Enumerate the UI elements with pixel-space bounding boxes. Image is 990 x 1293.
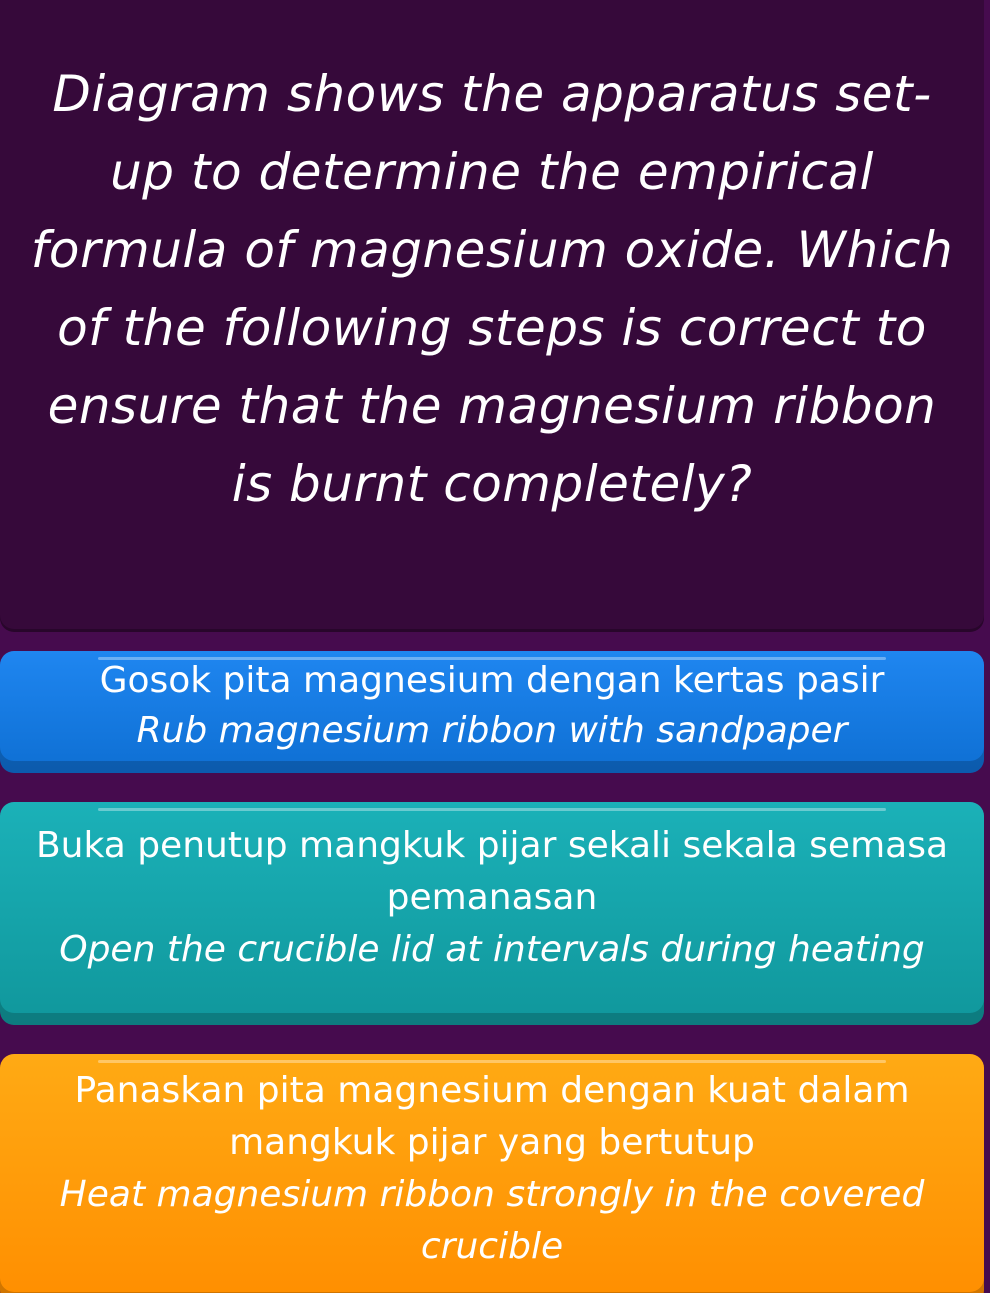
answer-option-english: Heat magnesium ribbon strongly in the covered crucible [59,1174,925,1267]
answer-option-english: Open the crucible lid at intervals during heating [59,928,925,970]
answer-option-3[interactable] [0,1054,984,1293]
answer-option-2[interactable] [0,802,984,1025]
question-card [0,0,984,632]
answer-option-malay: Panaskan pita magnesium dengan kuat dalam mangkuk pijar yang bertutup [74,1070,910,1163]
answer-option-english: Rub magnesium ribbon with sandpaper [136,710,848,751]
answer-option-malay: Buka penutup mangkuk pijar sekali sekala semasa pemanasan [35,824,949,918]
answer-option-malay: Gosok pita magnesium dengan kertas pasir [99,660,885,701]
answer-option-1[interactable] [0,651,984,773]
question-text: Diagram shows the apparatus set-up to determine the empirical formula of magnesium oxide. Which of the following steps is correct to ensure that the magnesium ribbon is burnt completely? [30,65,954,513]
